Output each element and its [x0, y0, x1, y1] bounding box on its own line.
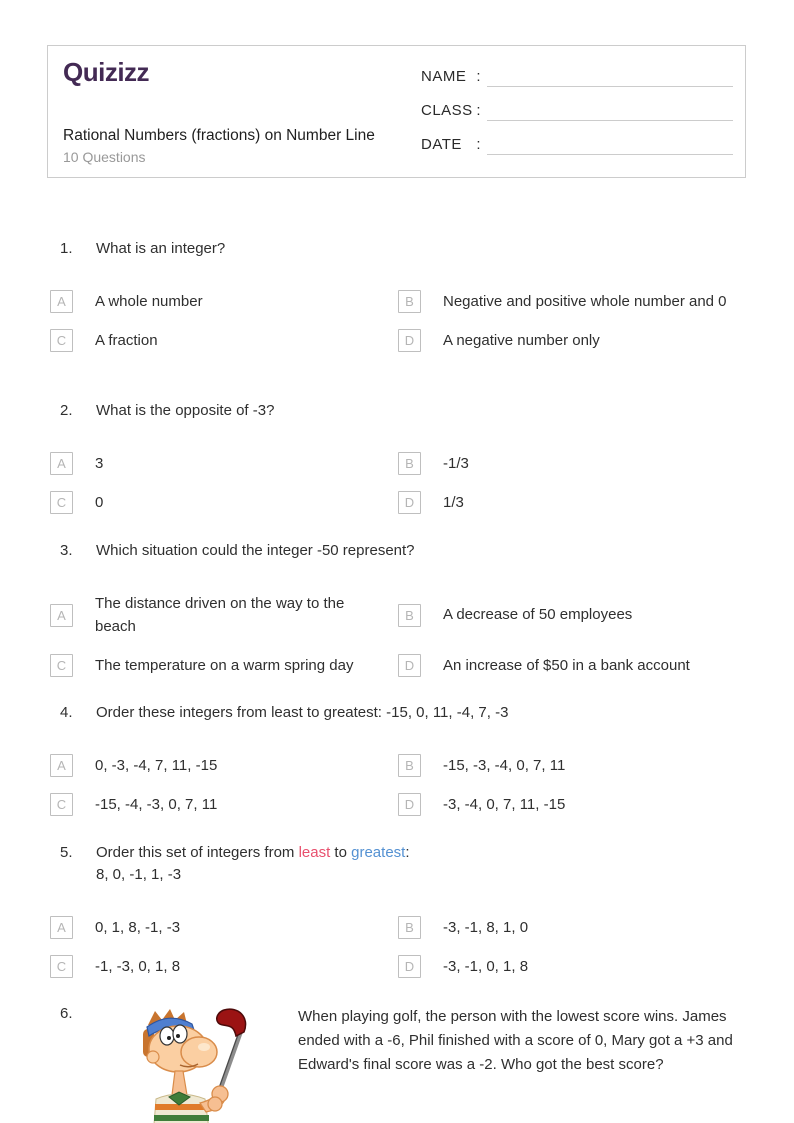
option-4b[interactable]	[395, 754, 746, 777]
name-field	[421, 62, 733, 87]
option-2a-box[interactable]: A	[50, 452, 73, 475]
option-3d-box[interactable]: D	[398, 654, 421, 677]
worksheet-title: Rational Numbers (fractions) on Number Line	[63, 127, 375, 144]
question-2-options	[47, 452, 746, 515]
option-4d-text: -3, -4, 0, 7, 11, -15	[443, 796, 566, 813]
option-5d-box[interactable]: D	[398, 955, 421, 978]
option-4a-box[interactable]: A	[50, 754, 73, 777]
question-1-number: 1.	[60, 240, 73, 257]
option-4c-text: -15, -4, -3, 0, 7, 11	[95, 796, 218, 813]
question-5-word-greatest: greatest	[351, 844, 406, 861]
question-4-number: 4.	[60, 704, 73, 721]
class-field	[421, 96, 733, 121]
date-label	[421, 136, 481, 155]
option-5c-box[interactable]: C	[50, 955, 73, 978]
option-3c-text: The temperature on a warm spring day	[95, 657, 354, 675]
option-1d[interactable]	[395, 329, 746, 352]
option-3a-text: The distance driven on the way to the beach	[95, 594, 345, 635]
quizizz-logo: Quizizz	[63, 57, 150, 87]
date-colon: :	[476, 136, 481, 153]
option-2c-box[interactable]: C	[50, 491, 73, 514]
question-5-text-mid: to	[330, 844, 352, 861]
question-5-number: 5.	[60, 844, 73, 861]
question-2-number: 2.	[60, 402, 73, 419]
option-5b-text: -3, -1, 8, 1, 0	[443, 918, 529, 936]
option-2b[interactable]	[395, 452, 746, 475]
title-block	[63, 127, 375, 165]
option-5b[interactable]	[395, 916, 746, 939]
option-1d-text: A negative number only	[443, 332, 600, 349]
option-4d-box[interactable]: D	[398, 793, 421, 816]
question-4-options	[47, 754, 746, 817]
option-4a[interactable]	[47, 754, 395, 777]
option-2a-text: 3	[95, 454, 104, 472]
option-5a-text: 0, 1, 8, -1, -3	[95, 918, 181, 936]
option-1c-box[interactable]: C	[50, 329, 73, 352]
option-3a[interactable]	[47, 592, 395, 639]
option-1b-text: Negative and positive whole number and 0	[443, 292, 727, 310]
option-1b-box[interactable]: B	[398, 290, 421, 313]
question-6-text: When playing golf, the person with the lowest score wins. James ended with a -6, Phil finished with a score of 0, Mary got a +3 and Edward's final score was a -2. Who got the best score?	[298, 1008, 733, 1073]
question-3-text: Which situation could the integer -50 represent?	[96, 542, 415, 559]
question-3-number: 3.	[60, 542, 73, 559]
class-input-line[interactable]	[487, 96, 733, 121]
option-2d[interactable]	[395, 491, 746, 514]
option-3b[interactable]	[395, 592, 746, 639]
question-5	[47, 842, 746, 978]
option-1a[interactable]	[47, 290, 395, 313]
date-field	[421, 130, 733, 155]
option-5d[interactable]	[395, 955, 746, 978]
option-4d[interactable]	[395, 793, 746, 816]
class-colon: :	[476, 102, 481, 119]
question-5-integer-set: 8, 0, -1, 1, -3	[96, 865, 182, 883]
question-1	[47, 238, 746, 352]
option-3b-box[interactable]: B	[398, 604, 421, 627]
option-4a-text: 0, -3, -4, 7, 11, -15	[95, 756, 218, 774]
question-3-options	[47, 592, 746, 678]
name-label	[421, 68, 481, 87]
option-2b-box[interactable]: B	[398, 452, 421, 475]
date-input-line[interactable]	[487, 130, 733, 155]
option-2d-box[interactable]: D	[398, 491, 421, 514]
question-6-number: 6.	[60, 1005, 73, 1022]
date-label-text: DATE	[421, 136, 462, 153]
option-3c[interactable]	[47, 654, 395, 677]
question-5-text-before: Order this set of integers from	[96, 844, 299, 861]
option-2a[interactable]	[47, 452, 395, 475]
option-3d[interactable]	[395, 654, 746, 677]
option-1c-text: A fraction	[95, 332, 158, 349]
option-4c[interactable]	[47, 793, 395, 816]
class-label	[421, 102, 481, 121]
option-1d-box[interactable]: D	[398, 329, 421, 352]
question-1-text: What is an integer?	[96, 240, 226, 257]
student-fields	[421, 62, 733, 164]
option-1a-text: A whole number	[95, 292, 203, 310]
worksheet-header	[47, 45, 746, 178]
question-6	[47, 1005, 746, 1123]
question-3	[47, 540, 746, 678]
question-count: 10 Questions	[63, 149, 146, 165]
option-5d-text: -3, -1, 0, 1, 8	[443, 957, 529, 975]
question-2	[47, 400, 746, 514]
option-4c-box[interactable]: C	[50, 793, 73, 816]
question-5-word-least: least	[298, 844, 331, 861]
question-5-text	[96, 842, 746, 886]
option-4b-box[interactable]: B	[398, 754, 421, 777]
option-3b-text: A decrease of 50 employees	[443, 606, 633, 624]
option-2c[interactable]	[47, 491, 395, 514]
option-3c-box[interactable]: C	[50, 654, 73, 677]
option-5a-box[interactable]: A	[50, 916, 73, 939]
question-2-text: What is the opposite of -3?	[96, 402, 275, 419]
golf-cartoon-image	[120, 1005, 270, 1123]
option-5c-text: -1, -3, 0, 1, 8	[95, 957, 181, 975]
name-colon: :	[476, 68, 481, 85]
question-4	[47, 702, 746, 816]
option-1b[interactable]	[395, 290, 746, 313]
question-5-text-after: :	[405, 844, 410, 861]
option-4b-text: -15, -3, -4, 0, 7, 11	[443, 756, 566, 774]
option-5b-box[interactable]: B	[398, 916, 421, 939]
class-label-text: CLASS	[421, 102, 473, 119]
option-2c-text: 0	[95, 494, 104, 511]
option-5a[interactable]	[47, 916, 395, 939]
option-2d-text: 1/3	[443, 494, 464, 511]
option-1c[interactable]	[47, 329, 395, 352]
option-1a-box[interactable]: A	[50, 290, 73, 313]
question-1-options	[47, 290, 746, 353]
option-3d-text: An increase of $50 in a bank account	[443, 657, 690, 675]
question-5-options	[47, 916, 746, 979]
option-5c[interactable]	[47, 955, 395, 978]
question-4-text: Order these integers from least to greatest: -15, 0, 11, -4, 7, -3	[96, 704, 509, 721]
name-label-text: NAME	[421, 68, 467, 85]
option-2b-text: -1/3	[443, 454, 469, 472]
name-input-line[interactable]	[487, 62, 733, 87]
option-3a-box[interactable]: A	[50, 604, 73, 627]
